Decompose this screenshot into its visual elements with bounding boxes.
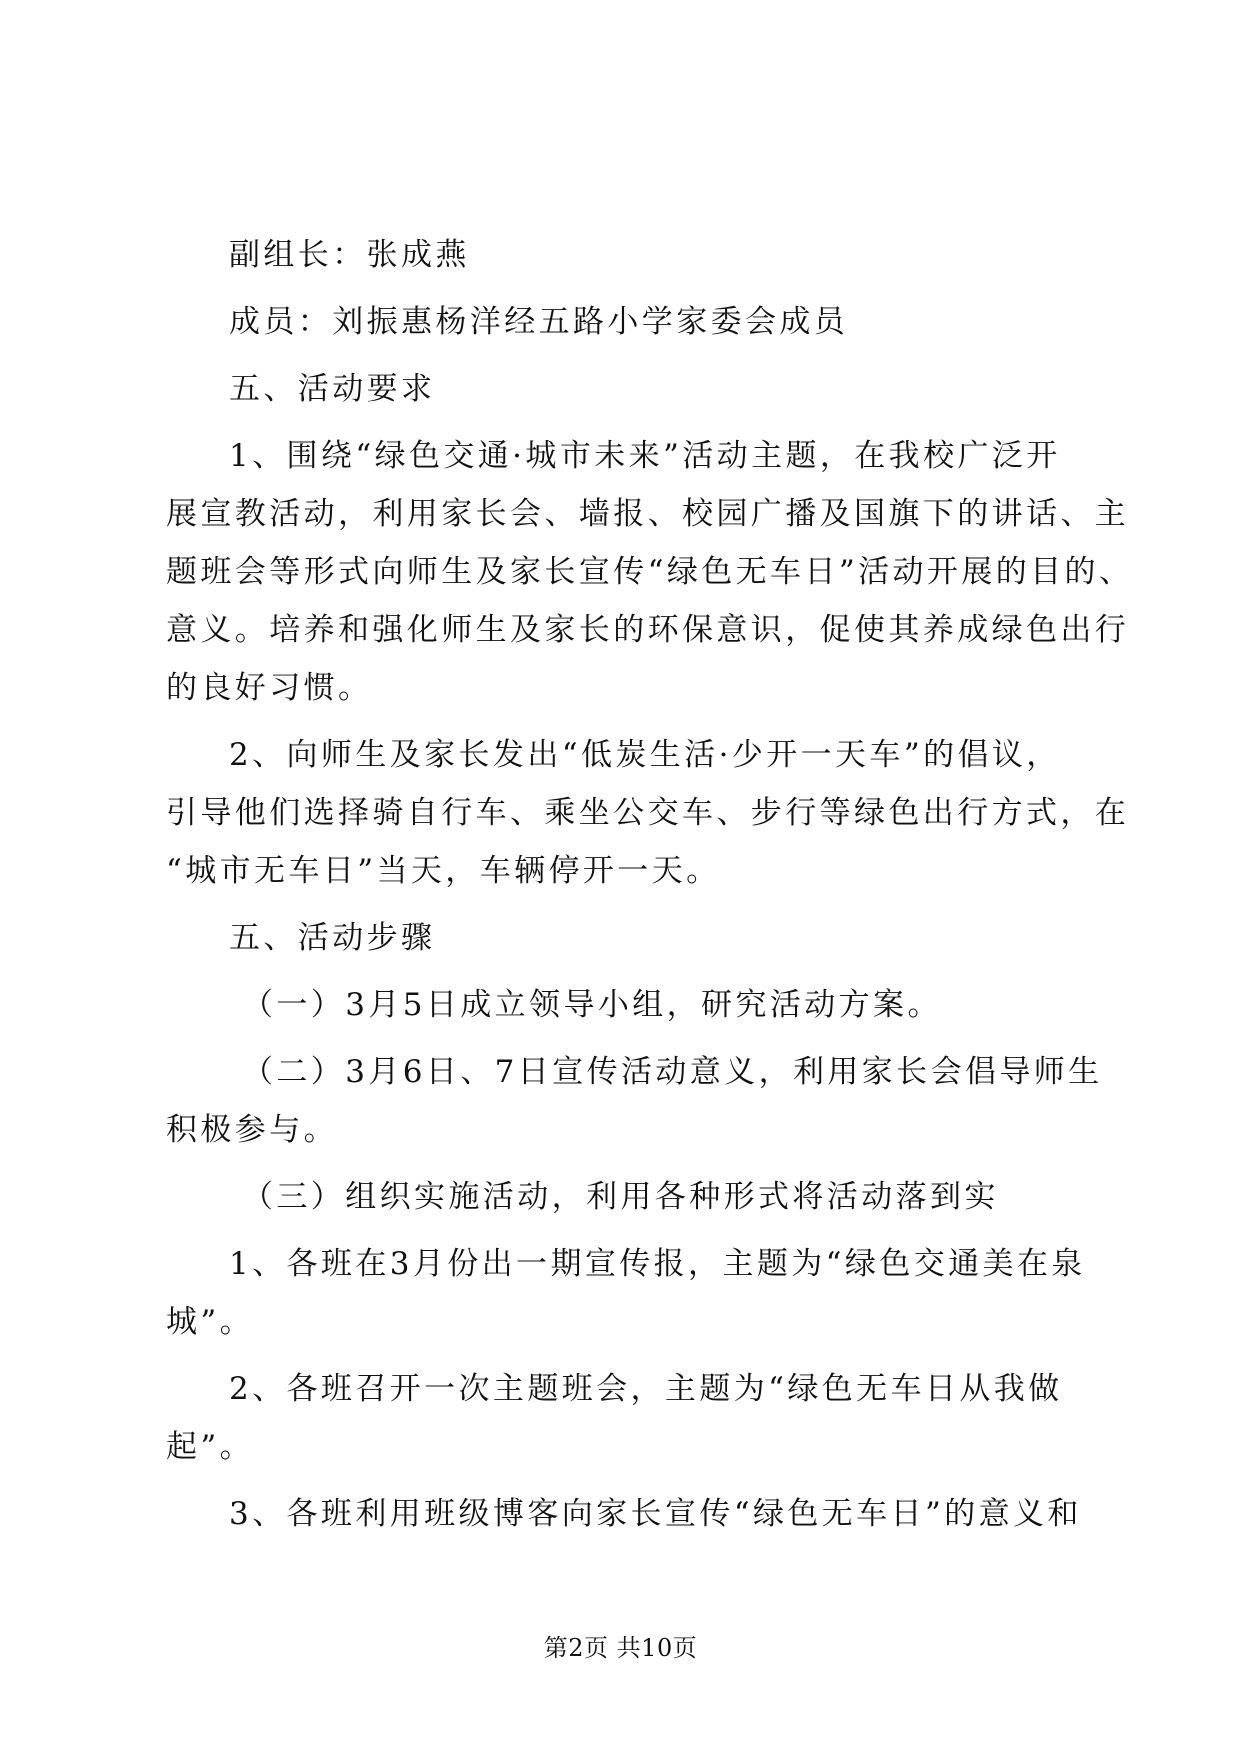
text-line: 展宣教活动，利用家长会、墙报、校园广播及国旗下的讲话、主 <box>166 496 1130 532</box>
text-line: 的良好习惯。 <box>166 670 373 706</box>
text-line: 副组长：张成燕 <box>229 237 470 273</box>
text-line: 1、围绕“绿色交通·城市未来”活动主题，在我校广泛开 <box>229 438 1061 474</box>
text-line: 五、活动要求 <box>229 371 436 407</box>
paragraph-gap <box>166 1476 1078 1485</box>
page-footer: 第2页 共10页 <box>543 1634 698 1662</box>
paragraph-gap <box>166 1034 1078 1043</box>
text-line: 3、各班利用班级博客向家长宣传“绿色无车日”的意义和 <box>229 1496 1082 1532</box>
paragraph-gap <box>166 900 1078 909</box>
text-line: 积极参与。 <box>166 1112 338 1148</box>
paragraph-gap <box>166 284 1078 293</box>
document-body <box>166 226 1134 1543</box>
text-line: （三）组织实施活动，利用各种形式将活动落到实 <box>242 1179 999 1215</box>
text-line: “城市无车日”当天，车辆停开一天。 <box>166 853 721 889</box>
text-line: 引导他们选择骑自行车、乘坐公交车、步行等绿色出行方式，在 <box>166 795 1130 831</box>
text-line: （一）3月5日成立领导小组，研究活动方案。 <box>242 987 942 1023</box>
paragraph-gap <box>166 717 1078 726</box>
text-line: 题班会等形式向师生及家长宣传“绿色无车日”活动开展的目的、 <box>166 554 1134 590</box>
text-line: 意义。培养和强化师生及家长的环保意识，促使其养成绿色出行 <box>166 612 1130 648</box>
paragraph-gap <box>166 418 1078 427</box>
text-line: 1、各班在3月份出一期宣传报，主题为“绿色交通美在泉 <box>229 1246 1086 1282</box>
text-line: （二）3月6日、7日宣传活动意义，利用家长会倡导师生 <box>242 1054 1103 1090</box>
paragraph-gap <box>166 1226 1078 1235</box>
paragraph-gap <box>166 1159 1078 1168</box>
text-line: 2、向师生及家长发出“低炭生活·少开一天车”的倡议， <box>229 737 1061 773</box>
text-line: 起”。 <box>166 1429 255 1465</box>
paragraph-gap <box>166 351 1078 360</box>
text-line: 五、活动步骤 <box>229 920 436 956</box>
paragraph-gap <box>166 1351 1078 1360</box>
text-line: 成员：刘振惠杨洋经五路小学家委会成员 <box>229 304 849 340</box>
text-line: 2、各班召开一次主题班会，主题为“绿色无车日从我做 <box>229 1371 1063 1407</box>
text-line: 城”。 <box>166 1304 255 1340</box>
paragraph-gap <box>166 967 1078 976</box>
